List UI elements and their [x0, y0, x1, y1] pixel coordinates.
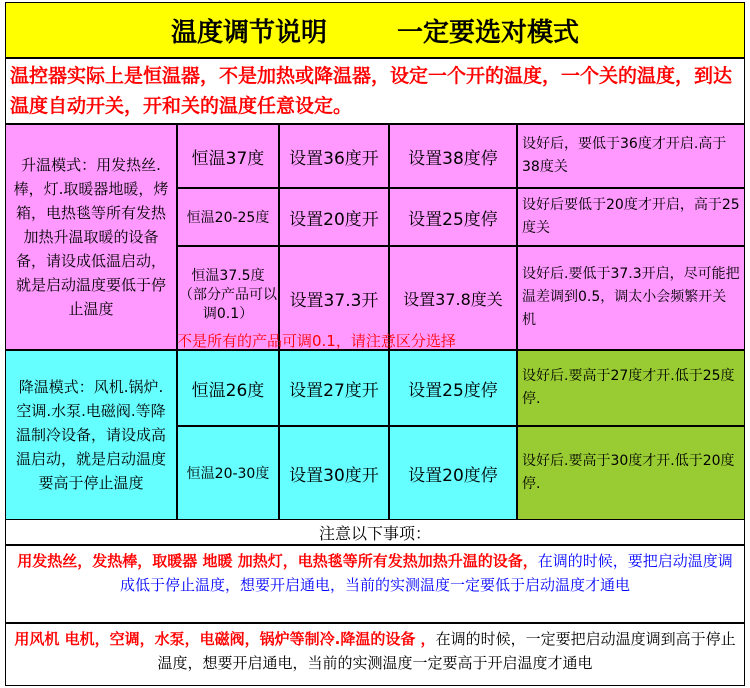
notice-heating-devices: 用发热丝，发热棒，取暖器 地暖 加热灯，电热毯等所有发热加热升温的设备，	[17, 552, 538, 570]
cooling-row2-constant: 恒温20-30度	[177, 426, 279, 520]
cooling-row2-stop: 设置20度停	[389, 426, 517, 520]
heating-row2-constant: 恒温20-25度	[177, 188, 279, 246]
title-right: 一定要选对模式	[397, 17, 580, 48]
cooling-row1-note: 设好后.要高于27度才开.低于25度停.	[517, 350, 745, 426]
page-title	[5, 2, 745, 58]
heating-row3-start: 设置37.3开	[279, 246, 389, 350]
heating-row1-stop: 设置38度停	[389, 124, 517, 188]
precision-warning: 不是所有的产品可调0.1，请注意区分选择	[177, 332, 456, 350]
notice-cooling-devices: 用风机 电机，空调，水泵，电磁阀，锅炉等制冷.降温的设备 ，	[14, 630, 436, 648]
cooling-row1-start: 设置27度开	[279, 350, 389, 426]
heating-row2-note: 设好后要低于20度才开启，高于25度关	[517, 188, 745, 246]
heating-row1-note: 设好后，要低于36度才开启.高于38度关	[517, 124, 745, 188]
title-left: 温度调节说明	[170, 17, 327, 48]
instruction-sheet	[5, 2, 745, 686]
heating-row3-stop: 设置37.8度关	[389, 246, 517, 350]
heating-row3-note: 设好后.要低于37.3开启，尽可能把温差调到0.5，调太小会频繁开关机	[517, 246, 745, 350]
cooling-row1-stop: 设置25度停	[389, 350, 517, 426]
notice-cooling-paragraph	[5, 623, 745, 686]
notice-cooling-instruction: 在调的时候，一定要把启动温度调到高于停止温度，想要开启通电，当前的实测温度一定要高于开启温度才通电	[157, 630, 736, 672]
notice-heating-paragraph	[5, 545, 745, 623]
intro-text: 温控器实际上是恒温器，不是加热或降温器，设定一个开的温度，一个关的温度，到达温度自动开关，开和关的温度任意设定。	[5, 58, 745, 124]
notice-heating-instruction: 在调的时候，要把启动温度调成低于停止温度，想要开启通电，当前的实测温度一定要低于启动温度才通电	[119, 552, 733, 594]
cooling-row2-start: 设置30度开	[279, 426, 389, 520]
heating-row1-start: 设置36度开	[279, 124, 389, 188]
notice-heading: 注意以下事项：	[5, 519, 745, 545]
heating-row2-stop: 设置25度停	[389, 188, 517, 246]
cooling-row1-constant: 恒温26度	[177, 350, 279, 426]
cooling-mode-description: 降温模式：风机.锅炉.空调.水泵.电磁阀.等降温制冷设备，请设成高温启动，就是启动温度要高于停止温度	[5, 350, 177, 520]
heating-row3-constant: 恒温37.5度（部分产品可以调0.1）	[177, 246, 279, 350]
heating-row2-start: 设置20度开	[279, 188, 389, 246]
heating-mode-description: 升温模式：用发热丝.棒，灯.取暖器地暖，烤箱，电热毯等所有发热加热升温取暖的设备备，请设成低温启动，就是启动温度要低于停止温度	[5, 124, 177, 350]
heating-row1-constant: 恒温37度	[177, 124, 279, 188]
cooling-row2-note: 设好后.要高于30度才开.低于20度停.	[517, 426, 745, 520]
